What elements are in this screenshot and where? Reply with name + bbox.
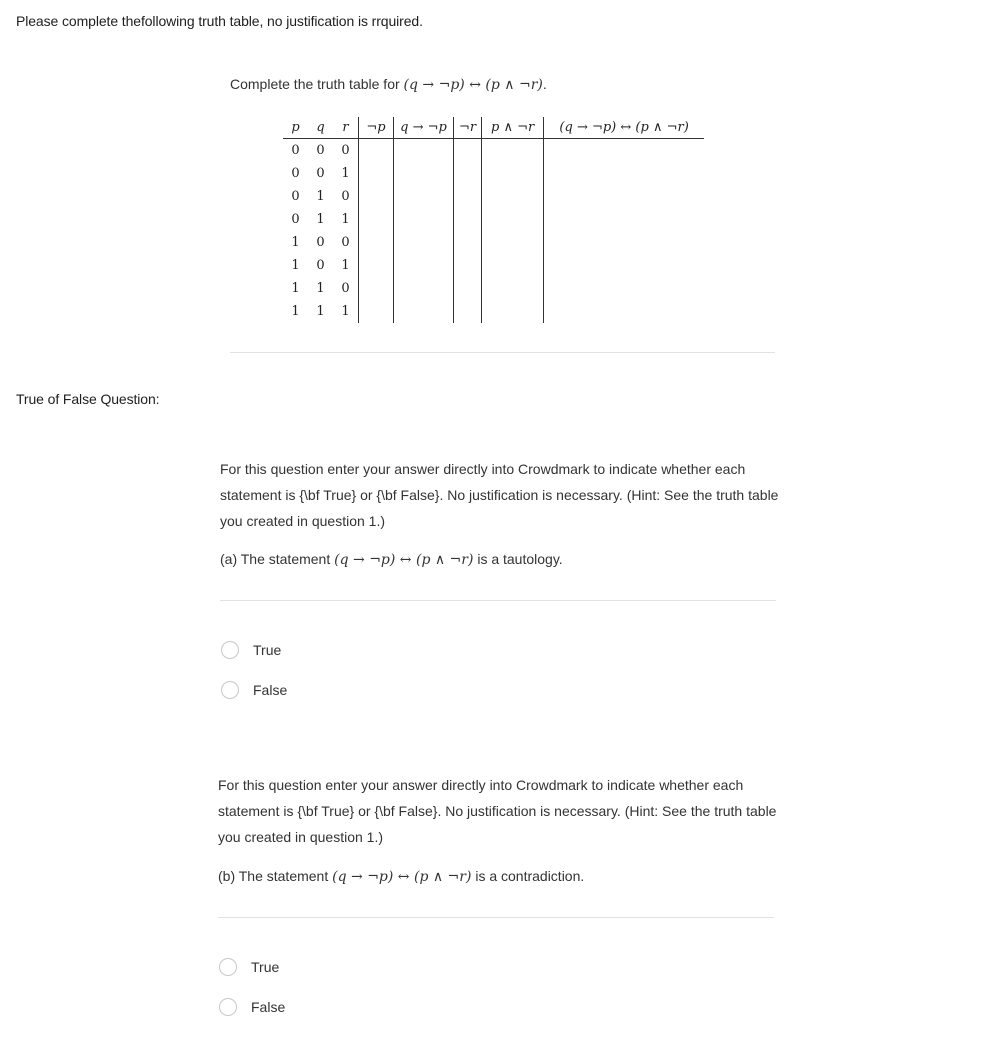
question-b-statement-suffix: is a contradiction. (471, 868, 585, 884)
truth-table-row (283, 300, 704, 323)
blank-answer-cell (544, 139, 705, 163)
cell-p: 1 (291, 281, 300, 296)
blank-answer-cell (394, 162, 454, 185)
question-b-statement (218, 868, 584, 885)
cell-r: 1 (341, 304, 350, 319)
blank-answer-cell (454, 162, 482, 185)
cell-q: 0 (316, 143, 325, 158)
blank-answer-cell (482, 254, 544, 277)
blank-answer-cell (454, 231, 482, 254)
blank-answer-cell (482, 139, 544, 163)
cell-r: 0 (341, 281, 350, 296)
blank-answer-cell (454, 300, 482, 323)
blank-answer-cell (482, 277, 544, 300)
header-p: p (283, 117, 308, 139)
blank-answer-cell (394, 277, 454, 300)
header-q: q (308, 117, 333, 139)
blank-answer-cell (359, 300, 394, 323)
cell-p: 1 (291, 304, 300, 319)
truth-table-row (283, 277, 704, 300)
truth-table-row (283, 139, 704, 163)
blank-answer-cell (454, 254, 482, 277)
header-biconditional: (q → ¬p) ↔ (p ∧ ¬r) (544, 117, 705, 139)
blank-answer-cell (544, 185, 705, 208)
question-b-option-false[interactable] (219, 998, 285, 1016)
blank-answer-cell (454, 208, 482, 231)
cell-q: 1 (316, 189, 325, 204)
blank-answer-cell (544, 277, 705, 300)
cell-p: 0 (291, 166, 300, 181)
blank-answer-cell (454, 139, 482, 163)
truth-table-row (283, 162, 704, 185)
intro-text: Please complete thefollowing truth table, no justification is rrquired. (16, 13, 423, 29)
blank-answer-cell (359, 162, 394, 185)
divider (220, 600, 776, 601)
blank-answer-cell (544, 300, 705, 323)
cell-q: 0 (316, 258, 325, 273)
question-b-expression: (q → ¬p) ↔ (p ∧ ¬r) (332, 869, 472, 885)
cell-q: 0 (316, 235, 325, 250)
question-a-option-true[interactable] (221, 641, 281, 659)
header-not-r: ¬r (454, 117, 482, 139)
blank-answer-cell (394, 139, 454, 163)
blank-answer-cell (482, 208, 544, 231)
question-a-instructions: For this question enter your answer directly into Crowdmark to indicate whether each statement is {\bf True} or {\bf False}. No justification is necessary. (Hint: See the truth table you created in question 1.) (220, 461, 779, 529)
divider (230, 352, 775, 353)
truth-table-row (283, 231, 704, 254)
radio-button[interactable] (221, 681, 239, 699)
question-a-statement-suffix: is a tautology. (473, 551, 563, 567)
cell-q: 1 (316, 212, 325, 227)
question-a-statement-prefix: (a) The statement (220, 551, 335, 567)
blank-answer-cell (544, 208, 705, 231)
radio-button[interactable] (219, 958, 237, 976)
header-q-implies-not-p: q → ¬p (394, 117, 454, 139)
blank-answer-cell (394, 254, 454, 277)
cell-r: 1 (341, 166, 350, 181)
truth-table-header-row (283, 117, 704, 139)
blank-answer-cell (359, 277, 394, 300)
header-p-and-not-r: p ∧ ¬r (482, 117, 544, 139)
truth-table-row (283, 185, 704, 208)
blank-answer-cell (394, 300, 454, 323)
cell-r: 0 (341, 189, 350, 204)
cell-p: 1 (291, 258, 300, 273)
question-1-title-suffix: . (542, 76, 547, 92)
blank-answer-cell (454, 185, 482, 208)
divider (218, 917, 774, 918)
blank-answer-cell (482, 185, 544, 208)
blank-answer-cell (544, 254, 705, 277)
truth-table-row (283, 208, 704, 231)
header-r: r (333, 117, 359, 139)
truth-table (283, 117, 704, 323)
question-b-option-true[interactable] (219, 958, 279, 976)
blank-answer-cell (394, 208, 454, 231)
radio-button[interactable] (219, 998, 237, 1016)
blank-answer-cell (359, 254, 394, 277)
question-1-expression: (q → ¬p) ↔ (p ∧ ¬r) (403, 77, 543, 93)
blank-answer-cell (359, 208, 394, 231)
blank-answer-cell (359, 139, 394, 163)
cell-q: 1 (316, 304, 325, 319)
cell-r: 1 (341, 258, 350, 273)
option-label: True (251, 959, 280, 975)
radio-button[interactable] (221, 641, 239, 659)
cell-r: 0 (341, 143, 350, 158)
question-1-title-prefix: Complete the truth table for (230, 76, 404, 92)
question-a-expression: (q → ¬p) ↔ (p ∧ ¬r) (334, 552, 474, 568)
cell-q: 0 (316, 166, 325, 181)
blank-answer-cell (394, 231, 454, 254)
question-b-statement-prefix: (b) The statement (218, 868, 333, 884)
option-label: False (251, 999, 286, 1015)
cell-p: 0 (291, 189, 300, 204)
question-a-statement (220, 551, 563, 568)
true-false-heading: True of False Question: (16, 391, 160, 407)
blank-answer-cell (394, 185, 454, 208)
cell-r: 0 (341, 235, 350, 250)
cell-p: 1 (291, 235, 300, 250)
header-not-p: ¬p (359, 117, 394, 139)
cell-q: 1 (316, 281, 325, 296)
blank-answer-cell (359, 231, 394, 254)
option-label: True (253, 642, 282, 658)
cell-p: 0 (291, 212, 300, 227)
blank-answer-cell (482, 300, 544, 323)
option-label: False (253, 682, 288, 698)
question-b-instructions: For this question enter your answer directly into Crowdmark to indicate whether each statement is {\bf True} or {\bf False}. No justification is necessary. (Hint: See the truth table you created in question 1.) (218, 777, 777, 845)
blank-answer-cell (482, 231, 544, 254)
blank-answer-cell (544, 231, 705, 254)
blank-answer-cell (544, 162, 705, 185)
blank-answer-cell (482, 162, 544, 185)
question-a-option-false[interactable] (221, 681, 287, 699)
blank-answer-cell (359, 185, 394, 208)
truth-table-row (283, 254, 704, 277)
cell-p: 0 (291, 143, 300, 158)
question-1-title (230, 76, 547, 93)
cell-r: 1 (341, 212, 350, 227)
blank-answer-cell (454, 277, 482, 300)
